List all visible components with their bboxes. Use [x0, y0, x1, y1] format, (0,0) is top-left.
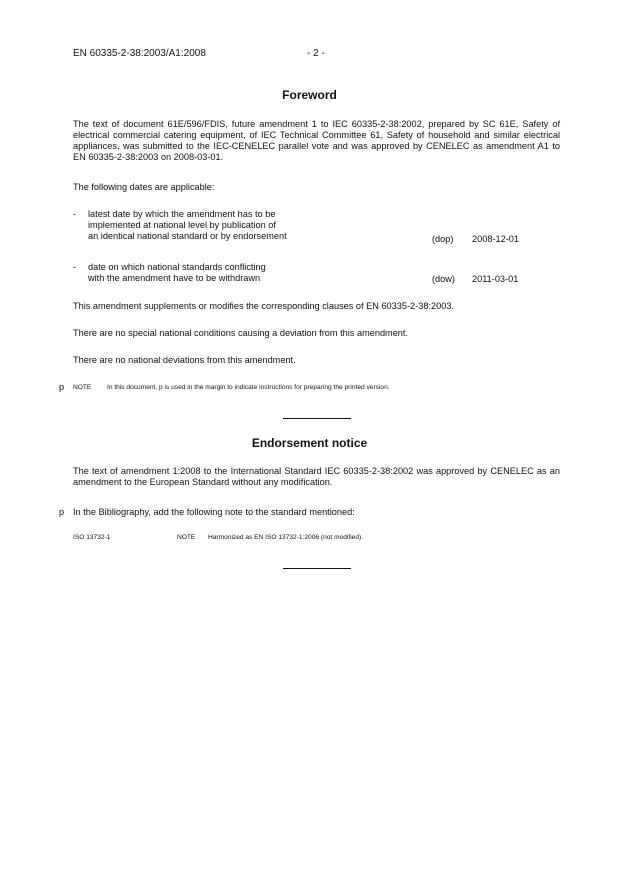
dow-description-line: date on which national standards conflicting: [88, 262, 266, 272]
margin-p-mark: p: [59, 507, 65, 517]
dop-date: 2008-12-01: [472, 234, 519, 244]
dop-description-line: an identical national standard or by endorsement: [88, 231, 287, 241]
bibliography-instruction: In the Bibliography, add the following note to the standard mentioned:: [73, 507, 355, 517]
list-bullet: -: [73, 262, 77, 272]
national-deviations-statement: There are no national deviations from this amendment.: [73, 355, 296, 365]
foreword-title: Foreword: [282, 88, 337, 102]
dop-code: (dop): [432, 234, 454, 244]
note-label: NOTE: [73, 384, 92, 391]
end-divider: [283, 568, 351, 569]
note-text: In this document, p is used in the margin to indicate instructions for preparing the printed version.: [107, 384, 390, 391]
foreword-intro: The text of document 61E/596/FDIS, future amendment 1 to IEC 60335-2-38:2002, prepared by SC 61E, Safety of electrical commercial catering equipment, of IEC Technical Committee 61, Safety of household and similar electrical appliances, was submitted to the IEC-CENELEC parallel vote and was approved by CENELEC as amendment A1 to EN 60335-2-38:2003 on 2008-03-01.: [73, 119, 560, 162]
document-id: EN 60335-2-38:2003/A1:2008: [73, 48, 206, 59]
section-divider: [283, 418, 351, 419]
dop-description-line: latest date by which the amendment has to be: [88, 209, 276, 219]
supplement-statement: This amendment supplements or modifies the corresponding clauses of EN 60335-2-38:2003.: [73, 301, 454, 311]
bibliography-standard: ISO 13732-1: [73, 534, 111, 541]
dow-code: (dow): [432, 274, 455, 284]
dow-description-line: with the amendment have to be withdrawn: [88, 273, 261, 283]
page-number: - 2 -: [307, 48, 325, 59]
list-bullet: -: [73, 209, 77, 219]
bibliography-note-label: NOTE: [177, 534, 196, 541]
endorsement-title: Endorsement notice: [251, 436, 368, 450]
dow-date: 2011-03-01: [472, 274, 519, 284]
dop-description-line: implemented at national level by publication of: [88, 220, 276, 230]
bibliography-note-text: Harmonized as EN ISO 13732-1:2006 (not modified).: [208, 534, 364, 541]
special-conditions-statement: There are no special national conditions causing a deviation from this amendment.: [73, 328, 409, 338]
endorsement-text: The text of amendment 1:2008 to the International Standard IEC 60335-2-38:2002 was approved by CENELEC as an amendment to the European Standard without any modification.: [73, 466, 560, 487]
margin-p-mark: p: [59, 382, 65, 392]
dates-intro: The following dates are applicable:: [73, 182, 215, 192]
